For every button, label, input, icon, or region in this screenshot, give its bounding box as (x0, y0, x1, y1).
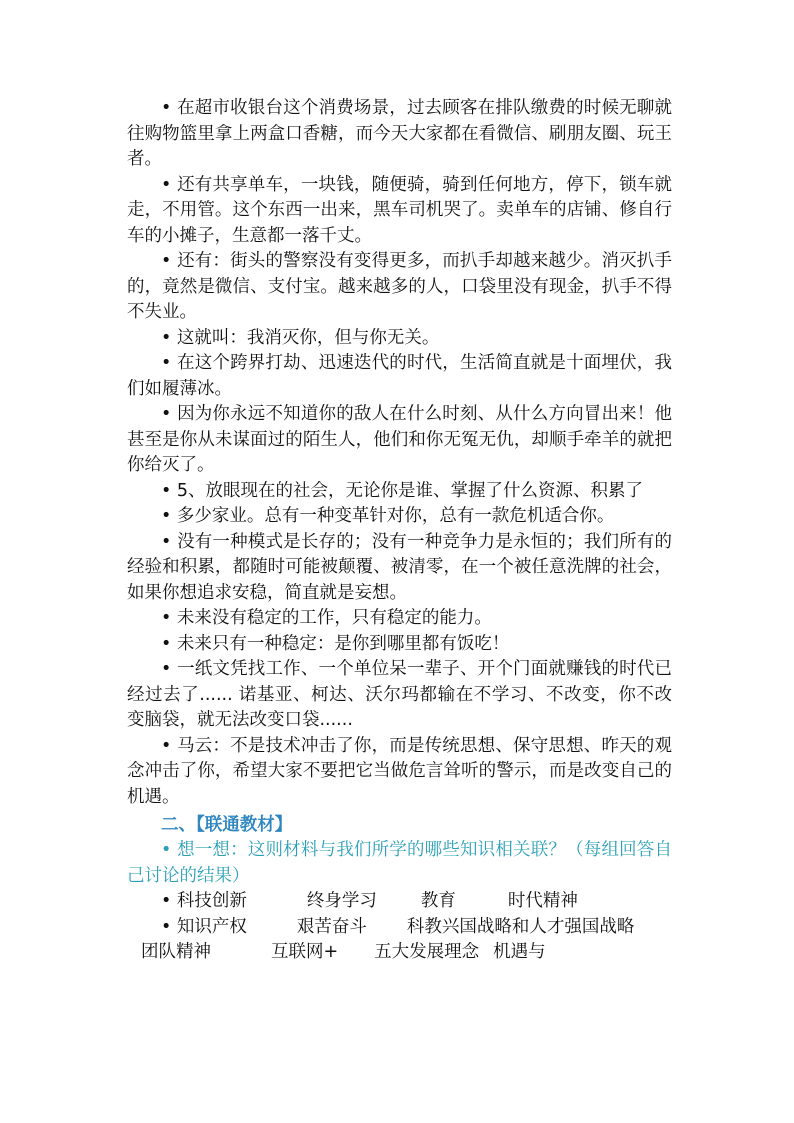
keyword-era-spirit: 时代精神 (507, 891, 578, 911)
keyword-lifelong-learning: 终身学习 (306, 891, 377, 911)
paragraph-shared-bike: • 还有共享单车，一块钱，随便骑，骑到任何地方，停下，锁车就走，不用管。这个东西一出来，黑车司机哭了。卖单车的店铺、修自行车的小摊子，生意都一落千丈。 (127, 174, 672, 246)
keyword-tech-innovation: • 科技创新 (161, 891, 247, 911)
paragraph-no-model: • 没有一种模式是长存的；没有一种竞争力是永恒的；我们所有的经验和积累，都随时可能被颠覆、被清零，在一个被任意洗牌的社会，如果你想追求安稳，简直就是妄想。 (127, 531, 672, 603)
paragraph-pickpocket: • 还有：街头的警察没有变得更多，而扒手却越来越少。消灭扒手的，竟然是微信、支付宝。越来越多的人，口袋里没有现金，扒手不得不失业。 (127, 251, 672, 322)
paragraph-eliminate: • 这就叫：我消灭你，但与你无关。 (161, 327, 440, 348)
keyword-opportunity: 机遇与 (493, 942, 546, 962)
keyword-internet-plus: 互联网+ (271, 942, 339, 962)
document-page (127, 96, 672, 966)
paragraph-stable-ability: • 未来没有稳定的工作，只有稳定的能力。 (161, 608, 492, 628)
keyword-hard-work: 艰苦奋斗 (296, 916, 367, 937)
keyword-five-concepts: 五大发展理念 (374, 942, 480, 962)
keywords-line-2 (127, 915, 672, 966)
paragraph-stable-food: • 未来只有一种稳定：是你到哪里都有饭吃！ (161, 633, 510, 654)
keyword-education: 教育 (420, 891, 456, 911)
question-prompt: • 想一想：这则材料与我们所学的哪些知识相关联？（每组回答自己讨论的结果） (127, 840, 672, 886)
paragraph-diploma: • 一纸文凭找工作、一个单位呆一辈子、开个门面就赚钱的时代已经过去了...... 诺基亚、柯达、沃尔玛都输在不学习、不改变，你不改变脑袋，就无法改变口袋...... (127, 659, 672, 730)
keyword-team-spirit: 团队精神 (141, 942, 211, 962)
keyword-strategy: 科教兴国战略和人才强国战略 (406, 916, 635, 937)
keyword-ip: • 知识产权 (161, 916, 247, 937)
paragraph-family-business: • 多少家业。总有一种变革针对你，总有一款危机适合你。 (161, 506, 615, 526)
paragraph-society: • 5、放眼现在的社会，无论你是谁、掌握了什么资源、积累了 (161, 480, 644, 501)
paragraph-cross-border: • 在这个跨界打劫、迅速迭代的时代，生活简直就是十面埋伏，我们如履薄冰。 (127, 353, 672, 399)
paragraph-enemy: • 因为你永远不知道你的敌人在什么时刻、从什么方向冒出来！他甚至是你从未谋面过的陌生人，他们和你无冤无仇，却顺手牵羊的就把你给灭了。 (127, 404, 672, 475)
keywords-line-1 (127, 889, 672, 915)
paragraph-jack-ma: • 马云：不是技术冲击了你，而是传统思想、保守思想、昨天的观念冲击了你，希望大家不要把它当做危言耸听的警示，而是改变自己的机遇。 (127, 735, 672, 807)
paragraph-supermarket: • 在超市收银台这个消费场景，过去顾客在排队缴费的时候无聊就往购物篮里拿上两盒口香糖，而今天大家都在看微信、刷朋友圈、玩王者。 (127, 98, 672, 169)
section-heading: 二、【联通教材】 (161, 815, 293, 835)
